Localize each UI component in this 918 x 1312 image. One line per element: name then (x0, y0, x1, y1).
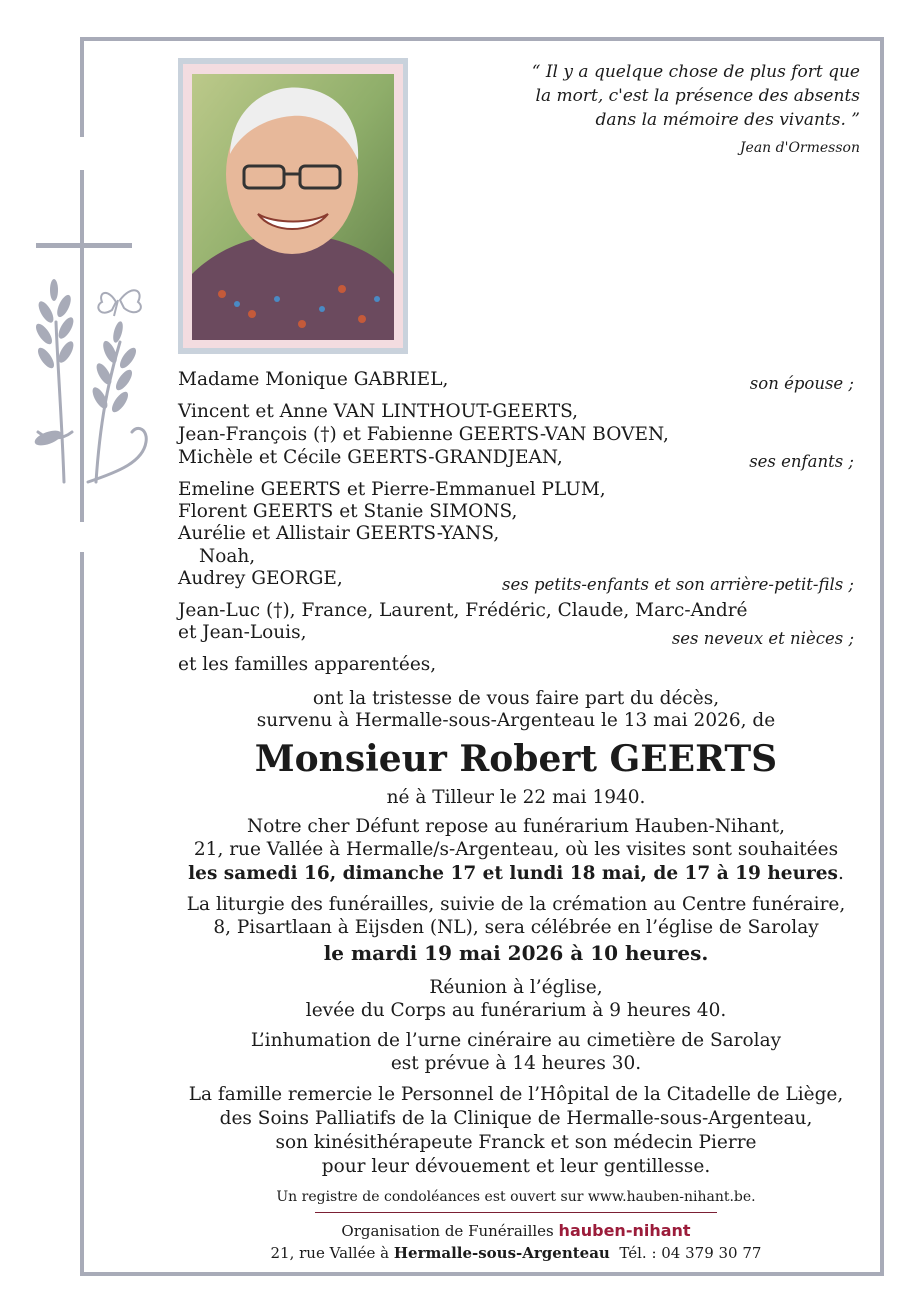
visits-line: Notre cher Défunt repose au funérarium Hauben-Nihant, (247, 816, 785, 837)
burial-line: L’inhumation de l’urne cinéraire au cimetière de Sarolay (250, 1030, 782, 1051)
quote-line: “ Il y a quelque chose de plus fort que (531, 62, 860, 82)
nephews-role: ses neveux et nièces ; (671, 629, 854, 648)
spouse-name: Madame Monique GABRIEL, (178, 369, 449, 390)
liturgy-line: 8, Pisartlaan à Eijsden (NL), sera célébrée en l’église de Sarolay (213, 917, 819, 938)
related-families: et les familles apparentées, (178, 654, 437, 675)
child-line: Michèle et Cécile GEERTS-GRANDJEAN, (178, 447, 563, 468)
footer-address-start: 21, rue Vallée à (270, 1244, 390, 1262)
visits-dates (120, 862, 912, 885)
liturgy-date: le mardi 19 mai 2026 à 10 heures. (323, 941, 709, 965)
quote-line: dans la mémoire des vivants. ” (595, 110, 860, 130)
footer-phone: Tél. : 04 379 30 77 (619, 1244, 762, 1262)
quote-author: Jean d'Ormesson (739, 140, 860, 156)
announcement-line: survenu à Hermalle-sous-Argenteau le 13 mai 2026, de (256, 710, 776, 731)
burial-line: est prévue à 14 heures 30. (390, 1053, 642, 1074)
funeral-home-logo: hauben-nihant (558, 1221, 691, 1240)
grandchild-line: Florent GEERTS et Stanie SIMONS, (178, 501, 518, 522)
great-grandchild-line: Noah, (199, 546, 256, 567)
wheat-butterfly-ornament (28, 262, 158, 492)
meeting-line: levée du Corps au funérarium à 9 heures 40. (305, 1000, 727, 1021)
frame-bottom-border (80, 1272, 884, 1276)
child-line: Vincent et Anne VAN LINTHOUT-GEERTS, (178, 401, 579, 422)
liturgy-line: La liturgie des funérailles, suivie de la crémation au Centre funéraire, (186, 894, 846, 915)
child-line: Jean-François (†) et Fabienne GEERTS-VAN BOVEN, (178, 424, 669, 445)
footer-organisation (120, 1222, 912, 1240)
portrait-frame (178, 58, 408, 354)
thanks-line: La famille remercie le Personnel de l’Hôpital de la Citadelle de Liège, (188, 1084, 844, 1105)
visits-line: 21, rue Vallée à Hermalle/s-Argenteau, où les visites sont souhaitées (193, 839, 839, 860)
cross-horizontal-bar (36, 243, 132, 248)
portrait-photo (192, 74, 394, 340)
visits-dates-bold: les samedi 16, dimanche 17 et lundi 18 mai, de 17 à 19 heures (188, 863, 838, 884)
footer-separator (315, 1212, 717, 1213)
meeting-line: Réunion à l’église, (429, 977, 603, 998)
quote-text (500, 60, 860, 132)
nephew-line: et Jean-Louis, (178, 622, 307, 643)
spouse-role: son épouse ; (749, 374, 854, 393)
footer-address-town: Hermalle-sous-Argenteau (393, 1244, 610, 1262)
grandchild-line: Audrey GEORGE, (178, 568, 343, 589)
grandchildren-role: ses petits-enfants et son arrière-petit-fils ; (502, 575, 854, 594)
deceased-name: Monsieur Robert GEERTS (254, 738, 778, 780)
grandchild-line: Aurélie et Allistair GEERTS-YANS, (178, 523, 500, 544)
thanks-line: son kinésithérapeute Franck et son médecin Pierre (275, 1132, 757, 1153)
frame-top-border (80, 37, 884, 41)
condolence-register: Un registre de condoléances est ouvert sur www.hauben-nihant.be. (276, 1189, 756, 1205)
grandchild-line: Emeline GEERTS et Pierre-Emmanuel PLUM, (178, 479, 606, 500)
portrait-mat (183, 64, 403, 348)
children-role: ses enfants ; (749, 452, 854, 471)
visits-dates-end: . (837, 863, 844, 884)
thanks-line: des Soins Palliatifs de la Clinique de Hermalle-sous-Argenteau, (219, 1108, 813, 1129)
quote-line: la mort, c'est la présence des absents (535, 86, 860, 106)
announcement-line: ont la tristesse de vous faire part du décès, (312, 688, 720, 709)
frame-left-border-lower (80, 552, 84, 1276)
birth-info: né à Tilleur le 22 mai 1940. (386, 787, 646, 808)
footer-org-label: Organisation de Funérailles (341, 1222, 554, 1240)
nephew-line: Jean-Luc (†), France, Laurent, Frédéric, Claude, Marc-André (178, 600, 748, 621)
thanks-line: pour leur dévouement et leur gentillesse. (321, 1156, 711, 1177)
footer-address (120, 1244, 912, 1262)
frame-left-border (80, 37, 84, 137)
